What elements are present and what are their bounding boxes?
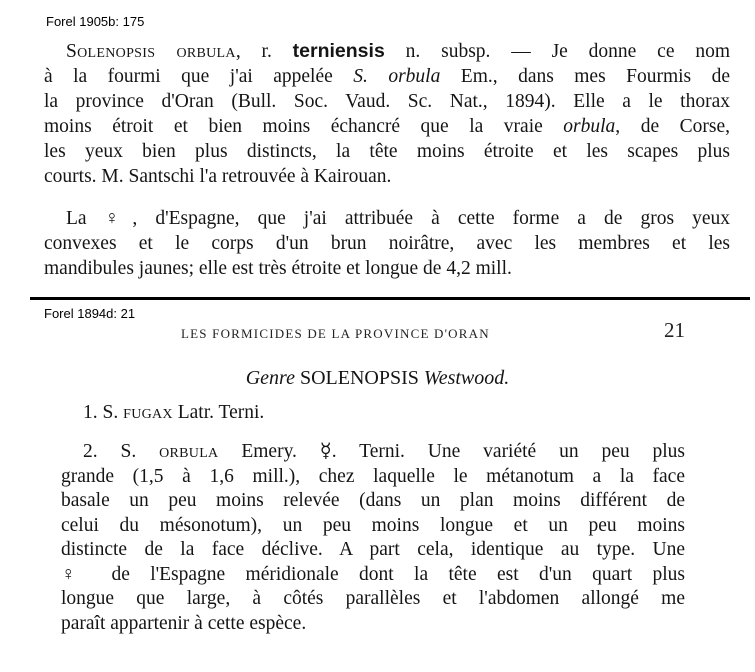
text-run: Solenopsis orbula — [66, 41, 236, 62]
text-run: ♀ de l'Espagne méridionale dont la tête est d'un quart plus — [61, 563, 685, 585]
text-line — [44, 139, 730, 164]
text-line — [61, 401, 685, 426]
text-run: convexes et le corps d'un brun noirâtre, avec les membres et les — [44, 233, 730, 254]
text-run: Latr. Terni. — [172, 402, 265, 423]
text-run: mandibules jaunes; elle est très étroite et longue de 4,2 mill. — [44, 258, 512, 279]
paragraph-terniensis — [44, 39, 730, 189]
entry-fugax — [61, 401, 685, 426]
text-run: La ♀, d'Espagne, que j'ai attribuée à cette forme a de gros yeux — [66, 208, 730, 229]
text-line — [61, 440, 685, 465]
text-line — [44, 164, 730, 189]
text-run: 2. S. — [83, 441, 160, 462]
text-run: , de Corse, — [615, 116, 730, 137]
text-run: orbula — [159, 441, 219, 462]
text-run: 1. S. — [83, 402, 124, 423]
text-line — [44, 114, 730, 139]
text-run: Em., dans mes Fourmis de — [440, 66, 731, 87]
text-line — [61, 538, 685, 563]
text-run: courts. M. Santschi l'a retrouvée à Kairouan. — [44, 166, 392, 187]
section-divider — [30, 297, 750, 300]
text-run: Emery. ☿. Terni. Une variété un peu plus — [218, 441, 685, 462]
text-line — [61, 563, 685, 588]
text-line — [44, 64, 730, 89]
text-run: celui du mésonotum), un peu moins longue et un peu moins — [61, 514, 685, 536]
source-label-bottom: Forel 1894d: 21 — [44, 306, 136, 321]
text-line — [44, 206, 730, 231]
genre-word: Genre — [245, 367, 295, 389]
entry-orbula — [61, 440, 685, 636]
text-run: S. orbula — [353, 66, 441, 87]
text-line — [61, 489, 685, 514]
text-run: grande (1,5 à 1,6 mill.), chez laquelle le métanotum a la face — [61, 465, 685, 487]
text-line — [44, 231, 730, 256]
text-run: paraît appartenir à cette espèce. — [61, 612, 307, 634]
text-run: distincte de la face déclive. A part cela, identique au type. Une — [61, 539, 685, 560]
running-head: LES FORMICIDES DE LA PROVINCE D'ORAN — [181, 326, 490, 341]
text-line — [61, 514, 685, 539]
text-run: orbula — [563, 116, 616, 137]
genre-heading — [0, 367, 755, 390]
text-run: terniensis — [292, 40, 385, 62]
text-run: n. subsp. — Je donne ce nom — [384, 41, 730, 62]
paragraph-female-spain — [44, 206, 730, 281]
text-run: , r. — [235, 41, 293, 62]
text-line — [61, 612, 685, 637]
text-line — [44, 256, 730, 281]
text-line — [61, 587, 685, 612]
text-run: moins étroit et bien moins échancré que la vraie — [44, 116, 564, 137]
text-run: longue que large, à côtés parallèles et l'abdomen allongé me — [61, 588, 685, 609]
text-run: basale un peu moins relevée (dans un plan moins différent de — [61, 490, 685, 511]
genus-author: Westwood. — [423, 367, 510, 389]
text-line — [44, 89, 730, 114]
text-line — [44, 39, 730, 64]
text-run: les yeux bien plus distincts, la tête moins étroite et les scapes plus — [44, 141, 730, 162]
text-run: fugax — [123, 402, 173, 423]
page-number: 21 — [664, 318, 685, 342]
text-run: à la fourmi que j'ai appelée — [44, 66, 354, 87]
text-run: la province d'Oran (Bull. Soc. Vaud. Sc. Nat., 1894). Elle a le thorax — [44, 91, 730, 112]
text-line — [61, 465, 685, 490]
source-label-top: Forel 1905b: 175 — [46, 14, 145, 29]
genus-name: SOLENOPSIS — [299, 367, 419, 389]
